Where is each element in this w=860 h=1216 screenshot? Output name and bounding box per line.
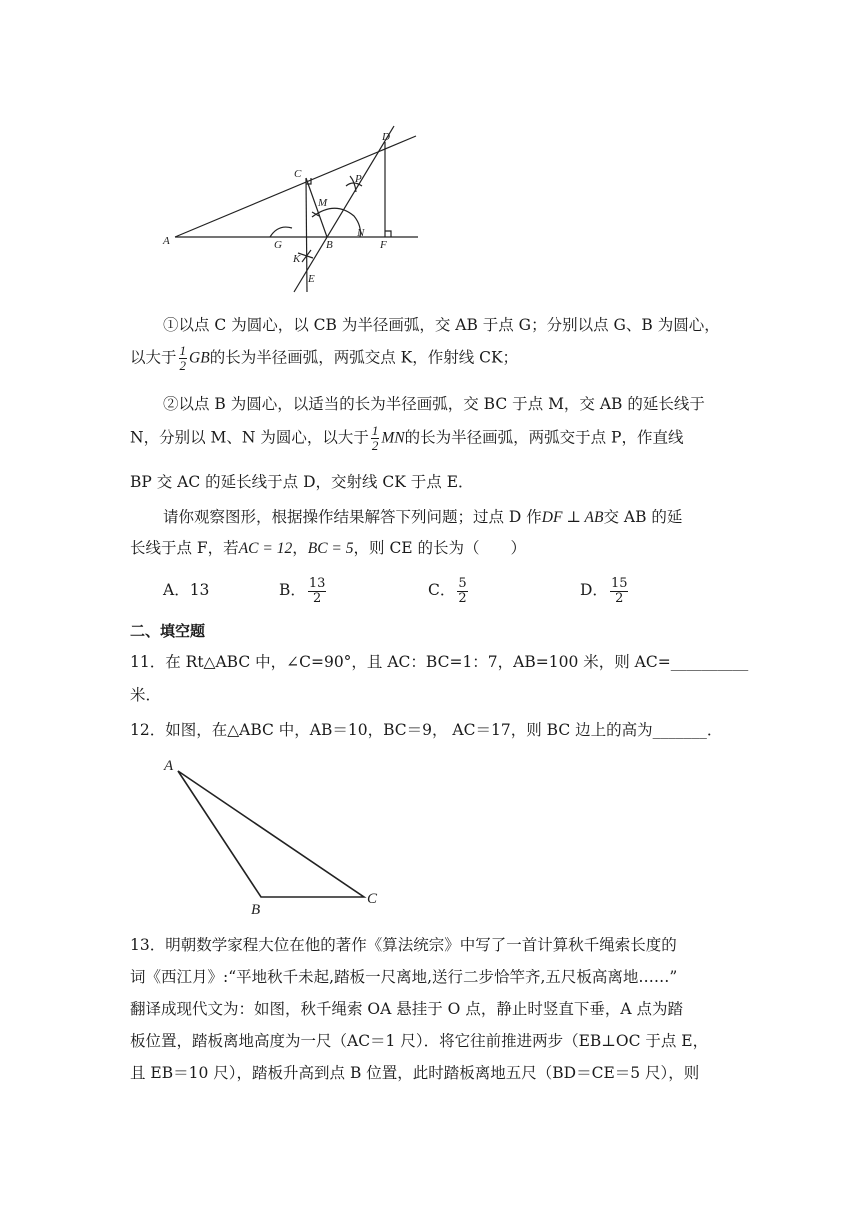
label-N: N — [357, 227, 365, 239]
option-c-label: C． — [428, 581, 456, 599]
fraction-den: 2 — [615, 590, 624, 606]
label-E: E — [308, 273, 315, 285]
line-AD — [175, 136, 416, 237]
q12-line1: 12．如图，在△ABC 中，AB＝10，BC＝9， AC＝17，则 BC 边上的高为_______． — [130, 721, 723, 739]
q10-step2-line3: BP 交 AC 的延长线于点 D，交射线 CK 于点 E． — [130, 473, 474, 491]
triangle-figure — [160, 752, 390, 917]
q10-ask2-pre: 长线于点 F，若 — [130, 539, 239, 557]
label-D: D — [382, 131, 390, 143]
q11-line1: 11．在 Rt△ABC 中，∠C=90°，且 AC：BC=1：7，AB=100 米，则 AC=__________ — [130, 653, 749, 671]
var-GB: GB — [189, 349, 210, 367]
option-d-label: D． — [580, 581, 608, 599]
math-DF-perp-AB: DF ⊥ AB — [541, 509, 604, 526]
line-CE — [306, 178, 307, 292]
option-b-fraction — [308, 577, 327, 606]
option-c-fraction — [457, 577, 467, 606]
fraction-num: 1 — [179, 343, 187, 358]
arc-G — [270, 227, 292, 237]
right-angle-F — [385, 231, 391, 237]
line-BD — [294, 126, 394, 292]
label-B: B — [326, 239, 333, 251]
fraction-den: 2 — [179, 358, 187, 373]
option-b[interactable] — [279, 572, 328, 608]
label-A: A — [164, 758, 174, 774]
construction-figure — [160, 120, 430, 300]
fraction-den: 2 — [371, 438, 379, 453]
fraction-num: 15 — [610, 575, 628, 591]
fraction-num: 5 — [458, 575, 467, 591]
option-d[interactable] — [580, 572, 630, 608]
q10-ask-post: 交 AB 的延 — [603, 508, 683, 526]
q11-line2: 米． — [130, 686, 162, 704]
math-BC: BC = 5 — [307, 540, 354, 557]
q13-line5: 且 EB＝10 尺），踏板升高到点 B 位置，此时踏板离地五尺（BD＝CE＝5 尺），则 — [130, 1064, 700, 1082]
option-b-label: B． — [279, 581, 306, 599]
section-title: 二、填空题 — [130, 622, 206, 640]
var-MN: MN — [381, 429, 405, 447]
q13-line1: 13．明朝数学家程大位在他的著作《算法统宗》中写了一首计算秋千绳索长度的 — [130, 936, 677, 954]
fraction-half-1 — [179, 344, 188, 373]
q10-step2-line1: ②以点 B 为圆心，以适当的长为半径画弧，交 BC 于点 M，交 AB 的延长线于 — [163, 395, 705, 413]
q10-ask2-post: ，则 CE 的长为（ ） — [353, 539, 527, 557]
fraction-den: 2 — [313, 590, 322, 606]
q10-step2-pre: N，分别以 M、N 为圆心，以大于 — [130, 428, 369, 447]
label-M: M — [318, 197, 328, 209]
label-C: C — [367, 891, 378, 907]
triangle-ABC — [178, 771, 364, 897]
q10-step1-line2 — [130, 344, 518, 373]
fraction-num: 13 — [308, 575, 326, 591]
label-K: K — [293, 253, 301, 265]
fraction-num: 1 — [371, 423, 379, 438]
option-a[interactable]: A．13 — [163, 581, 210, 599]
fraction-half-2 — [371, 424, 380, 453]
label-A: A — [163, 235, 170, 247]
label-P: P — [355, 173, 362, 185]
label-C: C — [294, 168, 302, 180]
label-G: G — [274, 239, 282, 251]
q10-step1-line1: ①以点 C 为圆心，以 CB 为半径画弧，交 AB 于点 G；分别以点 G、B 为圆心， — [163, 316, 720, 334]
label-F: F — [380, 239, 387, 251]
q10-ask-line2 — [130, 537, 526, 560]
q10-step1-post: 的长为半径画弧，两弧交点 K，作射线 CK； — [209, 348, 519, 367]
math-AC: AC = 12 — [238, 540, 293, 557]
q10-step1-pre: 以大于 — [130, 348, 177, 367]
option-d-fraction — [610, 577, 629, 606]
q10-ask-pre: 请你观察图形，根据操作结果解答下列问题；过点 D 作 — [163, 508, 542, 526]
q13-line3: 翻译成现代文为：如图，秋千绳索 OA 悬挂于 O 点，静止时竖直下垂，A 点为踏 — [130, 1000, 683, 1018]
q13-line4: 板位置，踏板离地高度为一尺（AC＝1 尺）．将它往前推进两步（EB⊥OC 于点 E， — [130, 1032, 709, 1050]
q10-step2-line2 — [130, 424, 683, 453]
q10-ask-line1 — [163, 506, 682, 529]
label-B: B — [251, 902, 261, 917]
q13-line2: 词《西江月》:“平地秋千未起,踏板一尺离地,送行二步恰竿齐,五尺板高离地……” — [130, 968, 678, 986]
q10-step2-post: 的长为半径画弧，两弧交于点 P，作直线 — [404, 428, 684, 447]
q10-ask2-sep: ， — [292, 539, 308, 557]
fraction-den: 2 — [458, 590, 467, 606]
option-c[interactable] — [428, 572, 470, 608]
